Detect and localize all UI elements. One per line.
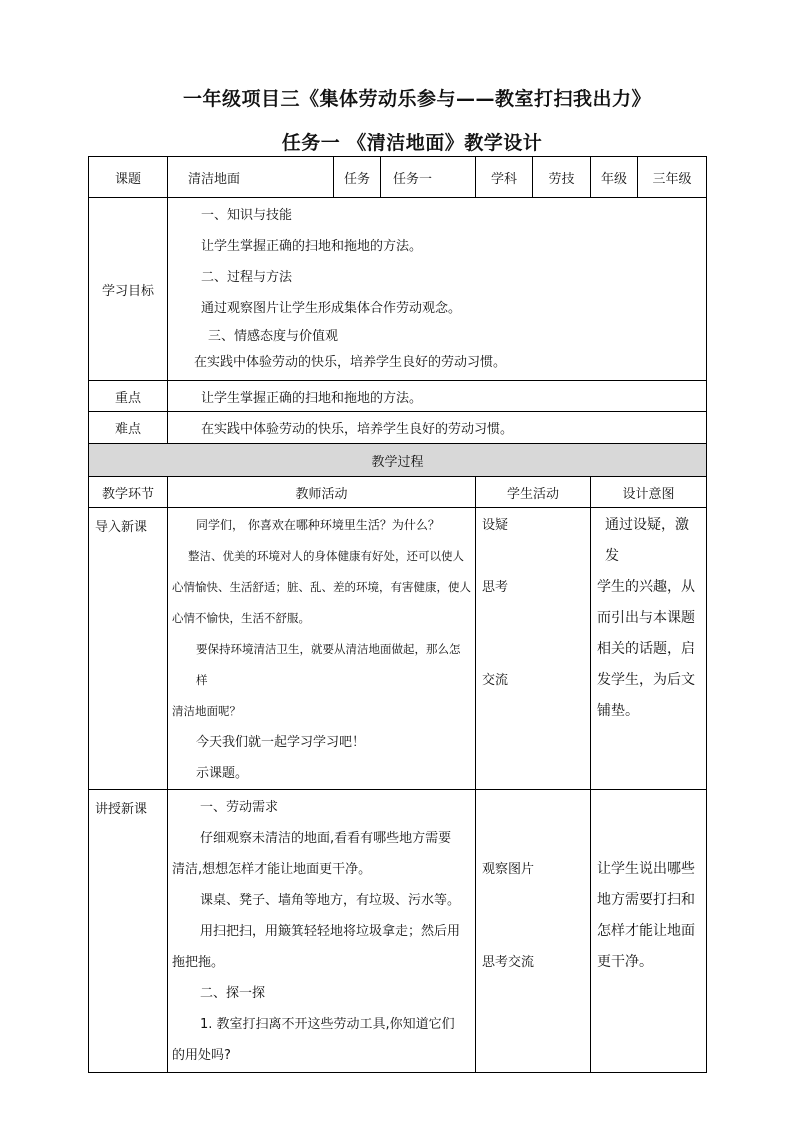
difficulty-label: 难点 — [89, 412, 168, 444]
difficulty-row — [89, 412, 707, 444]
lecture-row — [89, 790, 707, 1073]
objective-heading: 三、情感态度与价值观 — [208, 329, 339, 344]
text-line: 课桌、凳子、墙角等地方，有垃圾、污水等。 — [200, 893, 461, 908]
text-line: 的用处吗? — [172, 1048, 231, 1063]
column-header-student: 学生活动 — [476, 477, 591, 508]
intro-student-activity — [476, 508, 591, 790]
text-line: 相关的话题，启 — [597, 641, 695, 657]
lecture-student-activity — [476, 790, 591, 1073]
lecture-stage: 讲授新课 — [89, 790, 168, 1073]
text-line: 观察图片 — [482, 862, 535, 877]
text-line: 通过设疑，激发 — [605, 517, 689, 564]
grade-label: 年级 — [591, 157, 638, 198]
text-line: 同学们， 你喜欢在哪种环境里生活？为什么？ — [196, 518, 440, 532]
key-point-label: 重点 — [89, 381, 168, 412]
grade-value: 三年级 — [638, 157, 707, 198]
text-line: 清洁,想想怎样才能让地面更干净。 — [172, 862, 372, 877]
topic-value: 清洁地面 — [168, 157, 334, 198]
difficulty-value: 在实践中体验劳动的快乐，培养学生良好的劳动习惯。 — [168, 412, 707, 444]
text-line: 铺垫。 — [597, 703, 639, 719]
text-line: 整洁、优美的环境对人的身体健康有好处，还可以使人 — [188, 549, 464, 563]
text-line: 一、劳动需求 — [200, 800, 279, 815]
objectives-content — [168, 198, 707, 381]
text-line: 让学生说出哪些 — [597, 861, 695, 877]
objective-heading: 二、过程与方法 — [201, 270, 293, 285]
text-line: 1. 教室打扫离不开这些劳动工具,你知道它们 — [200, 1017, 455, 1032]
text-line: 清洁地面呢？ — [172, 704, 241, 718]
objective-text: 让学生掌握正确的扫地和拖地的方法。 — [201, 239, 423, 254]
text-line: 思考交流 — [482, 955, 535, 970]
intro-teacher-activity — [168, 508, 476, 790]
lecture-design-intent — [591, 790, 707, 1073]
objective-text: 通过观察图片让学生形成集体合作劳动观念。 — [201, 301, 462, 316]
column-header-teacher: 教师活动 — [168, 477, 476, 508]
text-line: 怎样才能让地面 — [597, 923, 695, 939]
objectives-row — [89, 198, 707, 381]
info-row — [89, 157, 707, 198]
intro-design-intent — [591, 508, 707, 790]
process-header: 教学过程 — [89, 444, 707, 477]
column-header-intent: 设计意图 — [591, 477, 707, 508]
subject-label: 学科 — [476, 157, 533, 198]
intro-row — [89, 508, 707, 790]
subject-value: 劳技 — [533, 157, 591, 198]
text-line: 发学生，为后文 — [597, 672, 695, 688]
objectives-label: 学习目标 — [89, 198, 168, 381]
text-line: 要保持环境清洁卫生，就要从清洁地面做起，那么怎样 — [196, 642, 461, 687]
column-header-stage: 教学环节 — [89, 477, 168, 508]
column-header-row — [89, 477, 707, 508]
intro-stage: 导入新课 — [89, 508, 168, 790]
text-line: 思考 — [482, 580, 509, 595]
text-line: 示课题。 — [196, 766, 249, 781]
text-line: 更干净。 — [597, 954, 653, 970]
lesson-plan-table — [88, 156, 707, 1073]
text-line: 拖把拖。 — [172, 955, 225, 970]
objective-text: 在实践中体验劳动的快乐，培养学生良好的劳动习惯。 — [194, 355, 507, 370]
text-line: 地方需要打扫和 — [597, 892, 695, 908]
task-value: 任务一 — [381, 157, 476, 198]
objective-heading: 一、知识与技能 — [201, 208, 293, 223]
text-line: 而引出与本课题 — [597, 610, 695, 626]
text-line: 今天我们就一起学习学习吧！ — [196, 735, 366, 750]
topic-label: 课题 — [89, 157, 168, 198]
text-line: 心情不愉快，生活不舒服。 — [172, 611, 310, 625]
text-line: 心情愉快、生活舒适；脏、乱、差的环境，有害健康，使人 — [172, 580, 471, 594]
lecture-teacher-activity — [168, 790, 476, 1073]
text-line: 设疑 — [482, 518, 509, 533]
text-line: 二、探一探 — [200, 986, 266, 1001]
key-point-value: 让学生掌握正确的扫地和拖地的方法。 — [168, 381, 707, 412]
document-subtitle: 任务一 《清洁地面》教学设计 — [281, 132, 543, 154]
text-line: 学生的兴趣，从 — [597, 579, 695, 595]
text-line: 用扫把扫，用簸箕轻轻地将垃圾拿走；然后用 — [200, 924, 461, 939]
task-label: 任务 — [334, 157, 381, 198]
key-point-row — [89, 381, 707, 412]
text-line: 交流 — [482, 673, 509, 688]
text-line: 仔细观察未清洁的地面,看看有哪些地方需要 — [200, 831, 452, 846]
process-header-row — [89, 444, 707, 477]
document-title: 一年级项目三《集体劳动乐参与——教室打扫我出力》 — [182, 88, 651, 110]
